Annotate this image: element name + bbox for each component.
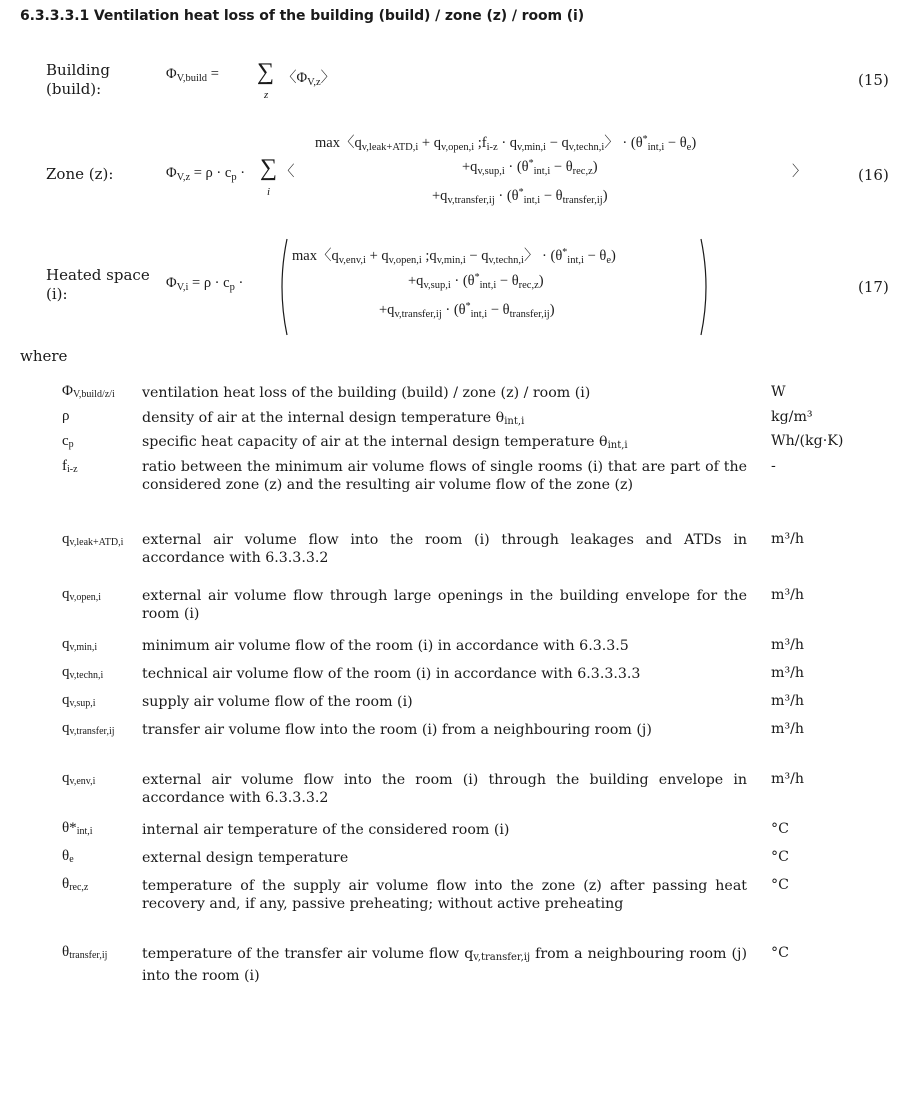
equation-16-formula: $\Phi_{V,z} = \rho \cdot c_p$ ·: [166, 165, 246, 183]
symbol-theta-transfer: $\theta_{transfer,ij}$: [62, 944, 108, 961]
symbol-q-env: $q_{v,env,i}$: [62, 770, 96, 787]
equation-17-line3: $+q_{v,transfer,ij} \cdot (\theta^*_{int,i} - \theta_{transfer,ij})$: [379, 301, 555, 320]
equation-17-label-line1: Heated space: [46, 266, 150, 284]
where-label: where: [20, 347, 68, 365]
symbol-q-techn: $q_{v,techn,i}$: [62, 664, 104, 681]
symbol-theta-int: $\theta*_{int,i}$: [62, 820, 93, 837]
symbol-q-open: $q_{v,open,i}$: [62, 586, 102, 603]
symbol-description: technical air volume flow of the room (i) in accordance with 6.3.3.3.3: [142, 666, 641, 682]
equation-15-label-line2: (build):: [46, 80, 102, 98]
symbol-description-text: specific heat capacity of air at the internal design temperature θ: [142, 434, 608, 450]
symbol-description: [142, 433, 747, 455]
symbol-unit: °C: [771, 849, 789, 865]
symbol-description-text: density of air at the internal design temperature θ: [142, 410, 505, 426]
equation-16-line2: $+q_{v,sup,i} \cdot (\theta^*_{int,i} - \theta_{rec,z})$: [462, 158, 598, 177]
symbol-description: transfer air volume flow into the room (i) from a neighbouring room (j): [142, 722, 652, 738]
symbol-description-sub: int,i: [504, 416, 525, 427]
symbol-description: internal air temperature of the considered room (i): [142, 822, 510, 838]
symbol-description: ventilation heat loss of the building (build) / zone (z) / room (i): [142, 385, 591, 401]
equation-15-number: (15): [858, 71, 889, 89]
right-parenthesis: [700, 238, 712, 336]
symbol-description: temperature of the supply air volume flow into the zone (z) after passing heat recovery and, if any, passive preheating; without active preheating: [142, 878, 747, 912]
symbol-phi-v: $\Phi_{V,build/z/i}$: [62, 383, 115, 400]
symbol-unit: m³/h: [771, 531, 805, 547]
symbol-description: supply air volume flow of the room (i): [142, 694, 413, 710]
equation-15-formula: $\Phi_{V,build}$ =: [166, 66, 219, 84]
summation-symbol: ∑: [257, 59, 275, 85]
symbol-description-sub: int,i: [607, 440, 628, 451]
symbol-description: [142, 945, 747, 985]
symbol-f-iz: $f_{i-z}$: [62, 458, 78, 475]
angle-bracket-open: 〈: [280, 164, 295, 180]
equation-15-label: [46, 61, 110, 99]
summation-index: z: [264, 89, 269, 101]
symbol-theta-e: $\theta_e$: [62, 848, 74, 865]
equation-16-line3: $+q_{v,transfer,ij} \cdot (\theta^*_{int,i} - \theta_{transfer,ij})$: [432, 187, 608, 206]
equation-17-formula: $\Phi_{V,i} = \rho \cdot c_p$ ·: [166, 275, 244, 293]
symbol-description-text: from a neighbouring room (j) into the room (i): [142, 946, 747, 984]
section-heading: 6.3.3.3.1 Ventilation heat loss of the building (build) / zone (z) / room (i): [20, 8, 585, 24]
summation-index: i: [267, 186, 271, 198]
symbol-q-min: $q_{v,min,i}$: [62, 636, 98, 653]
symbol-description-text: temperature of the transfer air volume flow q: [142, 946, 474, 962]
symbol-rho: ρ: [62, 408, 70, 424]
symbol-unit: °C: [771, 821, 789, 837]
symbol-unit: W: [771, 384, 786, 400]
symbol-cp: $c_p$: [62, 433, 74, 450]
equation-17-line2: $+q_{v,sup,i} \cdot (\theta^*_{int,i} - \theta_{rec,z})$: [408, 272, 544, 291]
symbol-unit: m³/h: [771, 693, 805, 709]
symbol-q-transfer: $q_{v,transfer,ij}$: [62, 720, 115, 737]
symbol-description: ratio between the minimum air volume flows of single rooms (i) that are part of the considered zone (z) and the resulting air volume flow of the zone (z): [142, 459, 747, 493]
symbol-description: [142, 409, 747, 431]
symbol-q-sup: $q_{v,sup,i}$: [62, 692, 96, 709]
symbol-theta-rec: $\theta_{rec,z}$: [62, 876, 89, 893]
equation-17-label-line2: (i):: [46, 285, 68, 303]
summation-symbol: ∑: [260, 155, 278, 181]
angle-bracket-close: 〉: [792, 164, 807, 180]
symbol-unit: m³/h: [771, 587, 805, 603]
symbol-unit: Wh/(kg·K): [771, 433, 844, 449]
symbol-unit: m³/h: [771, 721, 805, 737]
symbol-q-leak-atd: $q_{v,leak+ATD,i}$: [62, 531, 124, 548]
equation-16-label: Zone (z):: [46, 165, 114, 183]
equation-15-term: 〈$\Phi_{V,z}$〉: [282, 70, 336, 88]
symbol-unit: -: [771, 458, 776, 474]
left-parenthesis: [276, 238, 288, 336]
symbol-description: external air volume flow through large openings in the building envelope for the room (i): [142, 588, 747, 622]
equation-15-label-line1: Building: [46, 61, 110, 79]
symbol-description: minimum air volume flow of the room (i) in accordance with 6.3.3.5: [142, 638, 629, 654]
symbol-unit: m³/h: [771, 771, 805, 787]
symbol-description: external air volume flow into the room (i) through the building envelope in accordance with 6.3.3.3.2: [142, 772, 747, 806]
symbol-description-sub: v,transfer,ij: [473, 952, 531, 963]
symbol-description: external design temperature: [142, 850, 349, 866]
symbol-unit: kg/m³: [771, 409, 813, 425]
symbol-description: external air volume flow into the room (i) through leakages and ATDs in accordance with 6.3.3.3.2: [142, 532, 747, 566]
equation-17-number: (17): [858, 278, 889, 296]
symbol-unit: m³/h: [771, 665, 805, 681]
equation-16-number: (16): [858, 166, 889, 184]
symbol-unit: °C: [771, 945, 789, 961]
equation-17-label: [46, 266, 150, 304]
symbol-unit: m³/h: [771, 637, 805, 653]
equation-17-line1: max〈$q_{v,env,i} + q_{v,open,i}$ $;q_{v,min,i} - q_{v,techn,i}$〉 · $(\theta^*_{int,i} - \theta_e)$: [292, 247, 616, 266]
symbol-unit: °C: [771, 877, 789, 893]
equation-16-line1: max〈$q_{v,leak+ATD,i} + q_{v,open,i}$ $;f_{i-z} \cdot q_{v,min,i} - q_{v,techn,i}$〉 · $(\theta^*_{int,i} - \theta_e)$: [315, 134, 697, 153]
